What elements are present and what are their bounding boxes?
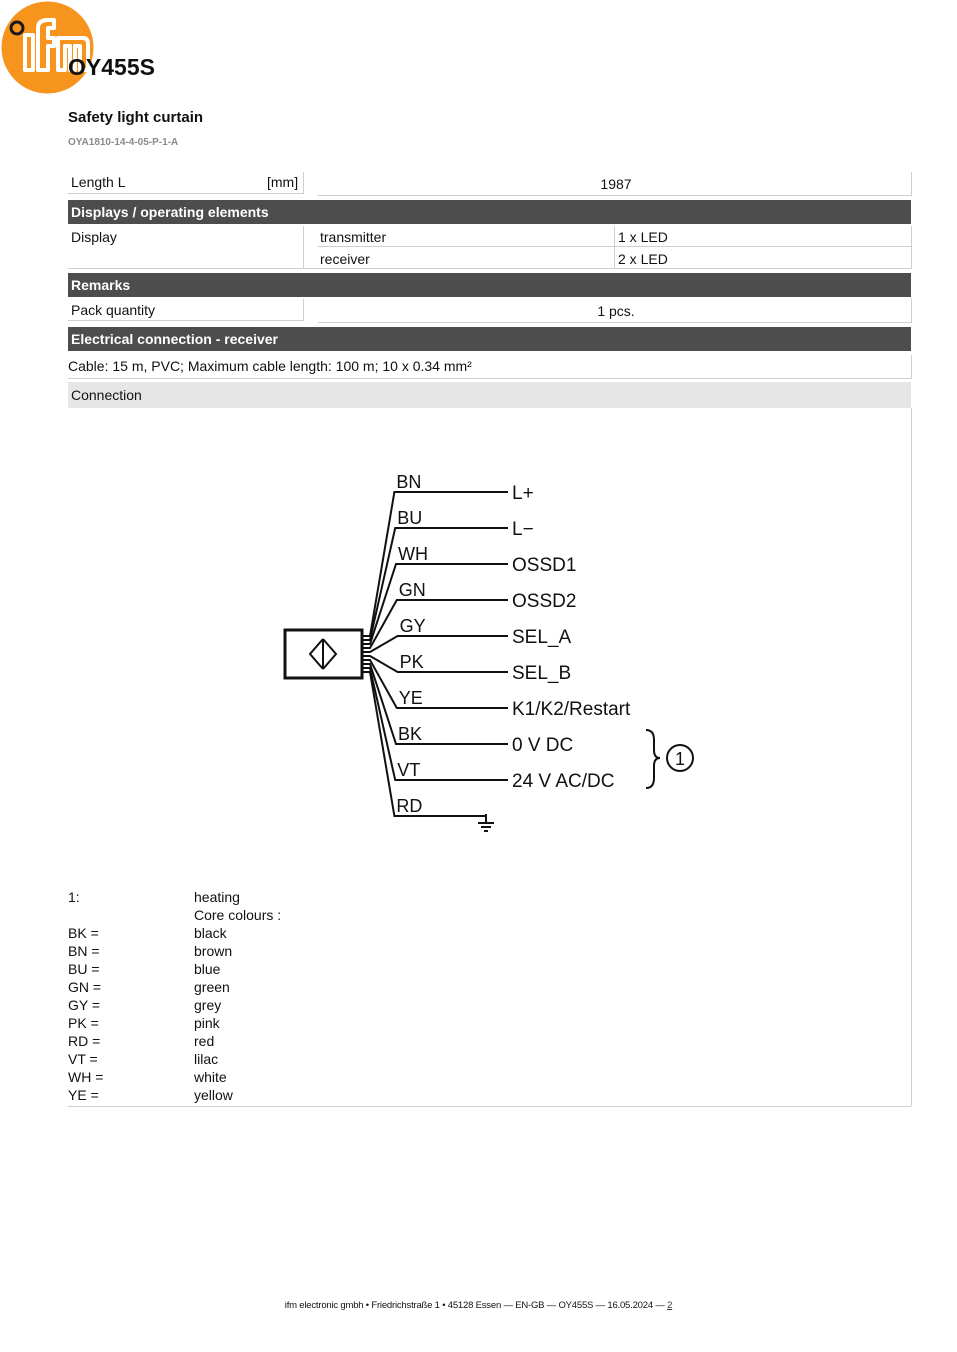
divider	[614, 226, 615, 269]
wire-line	[362, 656, 508, 672]
divider	[911, 226, 912, 269]
divider	[911, 299, 912, 323]
display-transmitter-label: transmitter	[320, 229, 387, 245]
wire-function-label: L+	[512, 483, 534, 504]
divider	[68, 268, 911, 269]
core-colour-name: white	[194, 1069, 227, 1085]
pack-quantity-value: 1 pcs.	[597, 303, 635, 319]
wire-function-label: 24 V AC/DC	[512, 771, 615, 792]
divider	[68, 193, 303, 194]
wire-function-label: SEL_B	[512, 663, 572, 684]
wires	[362, 492, 508, 816]
connection-label	[68, 382, 911, 408]
divider	[303, 299, 304, 321]
divider	[68, 1106, 911, 1107]
divider	[911, 355, 912, 379]
note-key: 1:	[68, 889, 80, 905]
note-value: heating	[194, 889, 240, 905]
core-colour-code: BU =	[68, 961, 100, 977]
wire-core-label: RD	[396, 796, 423, 816]
wire-function-label: L−	[512, 519, 534, 540]
footer-text: ifm electronic gmbh • Friedrichstraße 1 • 45128 Essen — EN-GB — OY455S — 16.05.2024 —	[284, 1300, 668, 1311]
divider	[68, 378, 911, 379]
core-colour-code: BK =	[68, 925, 99, 941]
core-colour-code: WH =	[68, 1069, 104, 1085]
wire-function-label: SEL_A	[512, 627, 572, 648]
core-colour-code: RD =	[68, 1033, 101, 1049]
display-receiver-label: receiver	[320, 251, 370, 267]
core-colour-name: lilac	[194, 1051, 219, 1067]
wire-core-label: YE	[398, 688, 423, 708]
divider	[303, 226, 304, 269]
bracket	[646, 730, 660, 788]
divider	[303, 172, 304, 194]
wire-core-label: BN	[396, 472, 422, 492]
sensor-symbol	[285, 630, 362, 678]
section-displays-heading: Displays / operating elements	[68, 200, 911, 224]
wire-function-label: K1/K2/Restart	[512, 699, 631, 720]
display-label: Display	[71, 229, 117, 245]
core-colour-code: GY =	[68, 997, 101, 1013]
core-colour-name: green	[194, 979, 230, 995]
core-colour-name: yellow	[194, 1087, 233, 1103]
length-label: Length L	[71, 174, 126, 190]
wire-core-label: BK	[398, 724, 423, 744]
wire-line	[362, 600, 508, 648]
divider	[68, 320, 303, 321]
core-colour-name: black	[194, 925, 227, 941]
wire-function-label: OSSD1	[512, 555, 577, 576]
note-1-marker-text: 1	[674, 749, 686, 769]
wire-core-label: VT	[397, 760, 421, 780]
divider	[911, 172, 912, 196]
core-colour-name: pink	[194, 1015, 220, 1031]
wire-line	[362, 660, 508, 708]
core-colours-title: Core colours :	[194, 907, 282, 923]
core-colour-name: blue	[194, 961, 221, 977]
wiring-diagram	[270, 460, 710, 840]
core-colour-name: grey	[194, 997, 222, 1013]
wire-line	[362, 636, 508, 652]
product-title: OY455S	[68, 54, 155, 80]
divider	[911, 408, 912, 1106]
core-colour-name: red	[194, 1033, 215, 1049]
display-receiver-value: 2 x LED	[618, 251, 668, 267]
length-value: 1987	[600, 176, 632, 192]
function-labels	[512, 483, 631, 792]
note-1-marker	[667, 745, 693, 771]
divider	[318, 322, 911, 323]
core-colour-name: brown	[194, 943, 233, 959]
display-transmitter-value: 1 x LED	[618, 229, 668, 245]
wire-core-label: WH	[398, 544, 428, 564]
wire-core-label: GY	[399, 616, 426, 636]
length-unit: [mm]	[267, 174, 299, 190]
pack-quantity-label: Pack quantity	[71, 302, 156, 318]
wire-function-label: OSSD2	[512, 591, 577, 612]
core-colour-code: YE =	[68, 1087, 99, 1103]
core-labels	[396, 472, 428, 816]
section-remarks-heading: Remarks	[68, 273, 911, 297]
wire-core-label: PK	[399, 652, 424, 672]
footer	[0, 1300, 957, 1311]
footer-page-number[interactable]: 2	[667, 1300, 673, 1311]
section-electrical-heading: Electrical connection - receiver	[68, 327, 911, 351]
core-colour-code: GN =	[68, 979, 102, 995]
divider	[318, 195, 911, 196]
cable-spec: Cable: 15 m, PVC; Maximum cable length: 100 m; 10 x 0.34 mm²	[68, 358, 472, 374]
product-code: OYA1810-14-4-05-P-1-A	[68, 137, 179, 148]
core-colour-code: BN =	[68, 943, 100, 959]
core-colour-code: PK =	[68, 1015, 99, 1031]
wire-function-label: 0 V DC	[512, 735, 574, 756]
wire-core-label: GN	[398, 580, 426, 600]
connection-label-text: Connection	[71, 387, 142, 403]
product-subtitle: Safety light curtain	[68, 109, 204, 126]
wire-core-label: BU	[397, 508, 423, 528]
core-colour-code: VT =	[68, 1051, 98, 1067]
